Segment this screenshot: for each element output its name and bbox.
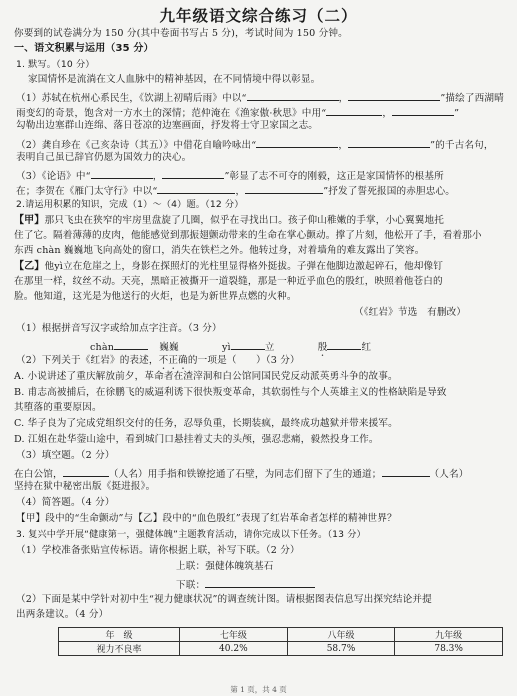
passage-yi-line: 在那里一样，纹丝不动。天亮，黑暗正被撕开一道裂缝，那是一种近乎血色的殷红，映照着他苍白的	[14, 276, 443, 287]
passage-yi-line: 脸。他知道，这光是为他送行的火炬，也是为新世界点燃的火种。	[14, 291, 297, 302]
sub-question-3: （3）填空题。（2 分）	[16, 450, 115, 461]
question-2-heading: 2.请运用积累的知识，完成（1）～（4）题。（12 分）	[16, 199, 244, 210]
page-footer: 第 1 页，共 4 页	[230, 685, 287, 694]
q1-line: （1）苏轼在杭州心系民生，《饮湖上初晴后雨》中以“ ， ”描绘了西湖晴	[16, 90, 504, 105]
q1-line: （2）龚自珍在《己亥杂诗（其五）》中借花自喻吟咏出“ ， ”的千古名句，	[16, 137, 494, 152]
option-b[interactable]: B. 甫志高被捕后，在徐鹏飞的威逼利诱下很快叛变革命，其软弱性与个人英雄主义的性格缺陷是导致	[14, 387, 447, 398]
question-1-heading: 1. 默写。（10 分）	[16, 59, 95, 70]
couplet-upper: 上联：强健体魄筑基石	[176, 561, 274, 572]
table-row-label: 视力不良率	[59, 642, 180, 656]
answer-blank[interactable]	[247, 90, 339, 101]
table-header-row	[59, 628, 503, 642]
table-header-cell: 八年级	[287, 628, 395, 642]
answer-blank[interactable]	[63, 466, 109, 477]
answer-blank[interactable]	[348, 137, 430, 148]
q1-line: 表明自己虽已辞官仍愿为国效力的决心。	[16, 152, 192, 163]
option-c[interactable]: C. 华子良为了完成党组织交付的任务，忍辱负重，长期装疯，最终成功越狱并带来援军。	[14, 418, 398, 429]
q1-line: （3）《论语》中“ ， ”彰显了志不可夺的刚毅，这正是家国情怀的根基所	[16, 168, 444, 183]
vision-survey-table	[58, 627, 503, 656]
passage-yi-line: 【乙】他yì立在危崖之上，身影在探照灯的光柱里显得格外挺拔。子弹在他脚边激起碎石，他却像钉	[14, 261, 443, 272]
question-1-intro: 家国情怀是流淌在文人血脉中的精神基因，在不同情境中得以彰显。	[28, 74, 321, 85]
exam-notice: 你要到的试卷满分为 150 分(其中卷面书写占 5 分)，考试时间为 150 分钟。	[14, 28, 348, 39]
table-cell: 40.2%	[180, 642, 288, 656]
answer-blank[interactable]	[256, 137, 338, 148]
sub-question-4: （4）简答题。（4 分）	[16, 497, 115, 508]
pinyin-row: chàn 巍巍 yì 立 殷 红	[90, 339, 371, 359]
q3-sub-1: （1）学校准备张贴宣传标语。请你根据上联，补写下联。（2 分）	[16, 545, 300, 556]
answer-blank[interactable]	[91, 168, 153, 179]
table-header-cell: 年 级	[59, 628, 180, 642]
passage-jia-line: 【甲】那只飞虫在狭窄的牢房里盘旋了几圈，似乎在寻找出口。孩子仰山稚嫩的手掌，小心翼翼地托	[14, 215, 444, 226]
answer-blank[interactable]	[157, 183, 235, 194]
answer-blank[interactable]	[245, 183, 323, 194]
answer-blank[interactable]	[348, 90, 440, 101]
q1-line: 勾勒出边塞群山连绵、落日苍凉的边塞画面，抒发将士守卫家国之志。	[16, 120, 319, 131]
table-cell: 78.3%	[395, 642, 503, 656]
fill-in-line: 在白公馆， （人名）用手指和铁镣挖通了石壁，为同志们留下了生的通道； （人名）	[14, 466, 469, 481]
answer-blank[interactable]	[382, 466, 430, 477]
option-a[interactable]: A. 小说讲述了重庆解放前夕，革命者在渣滓洞和白公馆同国民党反动派英勇斗争的故事。	[14, 371, 398, 382]
q1-line: 雨变幻的奇景，饱含对一方水土的深情；范仲淹在《渔家傲·秋思》中用“ ， ”	[16, 105, 459, 120]
sub-question-1: （1）根据拼音写汉字或给加点字注音。（3 分）	[16, 323, 222, 334]
section-heading: 一、语文积累与运用（35 分）	[14, 43, 154, 54]
q1-line: 在；李贺在《雁门太守行》中以“ ， ”抒发了誓死报国的赤胆忠心。	[16, 183, 455, 198]
passage-jia-line: 东西 chàn 巍巍地飞向高处的窗口，消失在铁栏之外。他转过身，对着墙角的难友露出了笑容。	[14, 245, 425, 256]
sub-question-4-text: 【甲】段中的“生命颤动”与【乙】段中的“血色殷红”表现了红岩革命者怎样的精神世界？	[16, 513, 397, 524]
answer-blank[interactable]	[392, 105, 454, 116]
answer-blank[interactable]	[114, 339, 148, 350]
q3-sub-2: （2）下面是某中学针对初中生“视力健康状况”的调查统计图。请根据图表信息写出探究结论并提	[16, 594, 432, 605]
answer-blank[interactable]	[326, 105, 382, 116]
table-header-cell: 七年级	[180, 628, 288, 642]
fill-in-line: 坚持在狱中秘密出版《挺进报》。	[14, 481, 156, 492]
table-cell: 58.7%	[287, 642, 395, 656]
answer-blank[interactable]	[327, 339, 361, 350]
answer-blank[interactable]	[205, 577, 315, 588]
option-d[interactable]: D. 江姐在赴华蓥山途中，看到城门口悬挂着丈夫的头颅，强忍悲痛，毅然投身工作。	[14, 434, 379, 445]
answer-blank[interactable]	[231, 339, 265, 350]
answer-blank[interactable]	[162, 168, 224, 179]
q3-sub-2-cont: 出两条建议。（4 分）	[16, 609, 109, 620]
option-b-cont: 其堕落的重要原因。	[14, 402, 102, 413]
couplet-lower: 下联：	[176, 577, 315, 592]
page-title: 九年级语文综合练习（二）	[159, 7, 358, 25]
table-row	[59, 642, 503, 656]
passage-jia-line: 住了它。隔着薄薄的皮肉，他能感觉到那振翅颤动带来的生命在掌心颤动。撑了片刻，他松开了手，看着那小	[14, 230, 482, 241]
table-header-cell: 九年级	[395, 628, 503, 642]
question-3-heading: 3. 复兴中学开展“健康第一，强健体魄”主题教育活动，请你完成以下任务。（13 分）	[16, 529, 366, 540]
sub-question-2: （2）下列关于《红岩》的表述，不正确的一项是（ ）（3 分）	[16, 355, 300, 366]
passage-source: （《红岩》节选 有删改）	[354, 307, 467, 318]
